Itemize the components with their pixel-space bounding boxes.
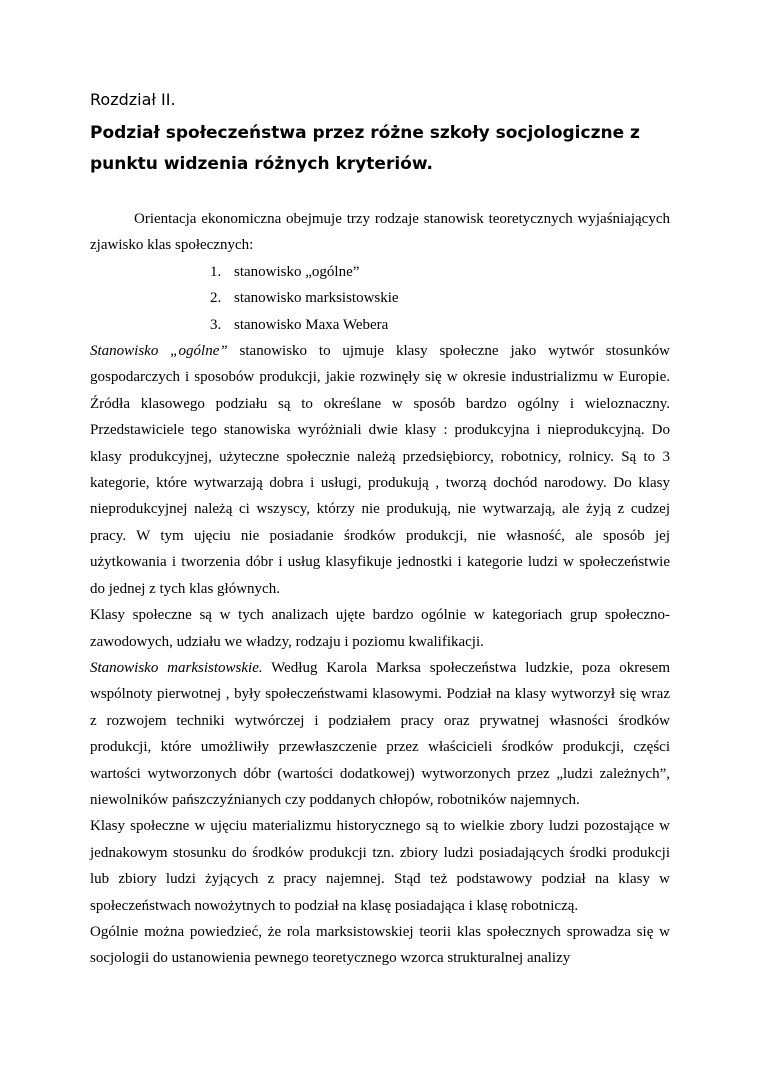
general-position-paragraph [90,338,670,602]
intro-paragraph: Orientacja ekonomiczna obejmuje trzy rodzaje stanowisk teoretycznych wyjaśniających zjawisko klas społecznych: [90,211,670,254]
historical-materialism-paragraph: Klasy społeczne w ujęciu materializmu historycznego są to wielkie zbory ludzi pozostające w jednakowym stosunku do środków produkcji tzn. zbiory ludzi posiadających środki produkcji lub zbiory ludzi żyjących z pracy najemnej. Stąd też podstawowy podział na klasy w społeczeństwach nowożytnych to podział na klasę posiadająca i klasę robotniczą. [90,818,670,914]
marxist-position-term: Stanowisko marksistowskie. [90,659,263,676]
chapter-heading: Rozdział II. [90,90,176,109]
list-item-text: stanowisko marksistowskie [234,290,399,307]
list-item-number: 3. [210,316,222,333]
positions-list [90,259,670,338]
list-item-number: 1. [210,263,222,280]
general-position-term: Stanowisko „ogólne” [90,343,228,360]
classes-general-paragraph: Klasy społeczne są w tych analizach ujęte bardzo ogólnie w kategoriach grup społeczno-zawodowych, udziału we władzy, rodzaju i poziomu kwalifikacji. [90,607,670,650]
document-body [90,206,670,972]
list-item-text: stanowisko „ogólne” [234,263,360,280]
marxist-position-paragraph [90,655,670,813]
list-item-text: stanowisko Maxa Webera [234,316,389,333]
marxist-position-text: Według Karola Marksa społeczeństwa ludzkie, poza okresem wspólnoty pierwotnej , były społeczeństwami klasowymi. Podział na klasy wytworzył się wraz z rozwojem techniki wytwórczej i podziałem pracy oraz prywatnej własności środków produkcji, które umożliwiły przewłaszczenie przez właścicieli środków produkcji, części wartości wytworzonych dóbr (wartości dodatkowej) wytworzonych przez „ludzi zależnych”, niewolników pańszczyźnianych czy poddanych chłopów, robotników najemnych. [90,659,671,808]
general-position-text: stanowisko to ujmuje klasy społeczne jako wytwór stosunków gospodarczych i sposobów produkcji, jakie rozwinęły się w okresie industrializmu w Europie. Źródła klasowego podziału są to określane w sposób bardzo ogólny i wieloznaczny. Przedstawiciele tego stanowiska wyróżniali dwie klasy : produkcyjna i nieprodukcyjną. Do klasy produkcyjnej, użyteczne społecznie należą przedsiębiorcy, robotnicy, rolnicy. Są to 3 kategorie, które wytwarzają dobra i usługi, produkują , tworzą dochód narodowy. Do klasy nieprodukcyjnej należą ci wszyscy, którzy nie produkują, nie wytwarzają, ale żyją z cudzej pracy. W tym ujęciu nie posiadanie środków produkcji, nie własność, ale sposób jej użytkowania i tworzenia dóbr i usług klasyfikuje jednostki i kategorie ludzi w społeczeństwie do jednej z tych klas głównych. [90,343,670,597]
summary-paragraph: Ogólnie można powiedzieć, że rola marksistowskiej teorii klas społecznych sprowadza się w socjologii do ustanowienia pewnego teoretycznego wzorca strukturalnej analizy [90,923,670,967]
list-item [210,285,670,311]
list-item [210,312,670,338]
list-item [210,259,670,285]
page-title: Podział społeczeństwa przez różne szkoły socjologiczne z punktu widzenia różnych kryteriów. [90,123,640,174]
list-item-number: 2. [210,290,222,307]
